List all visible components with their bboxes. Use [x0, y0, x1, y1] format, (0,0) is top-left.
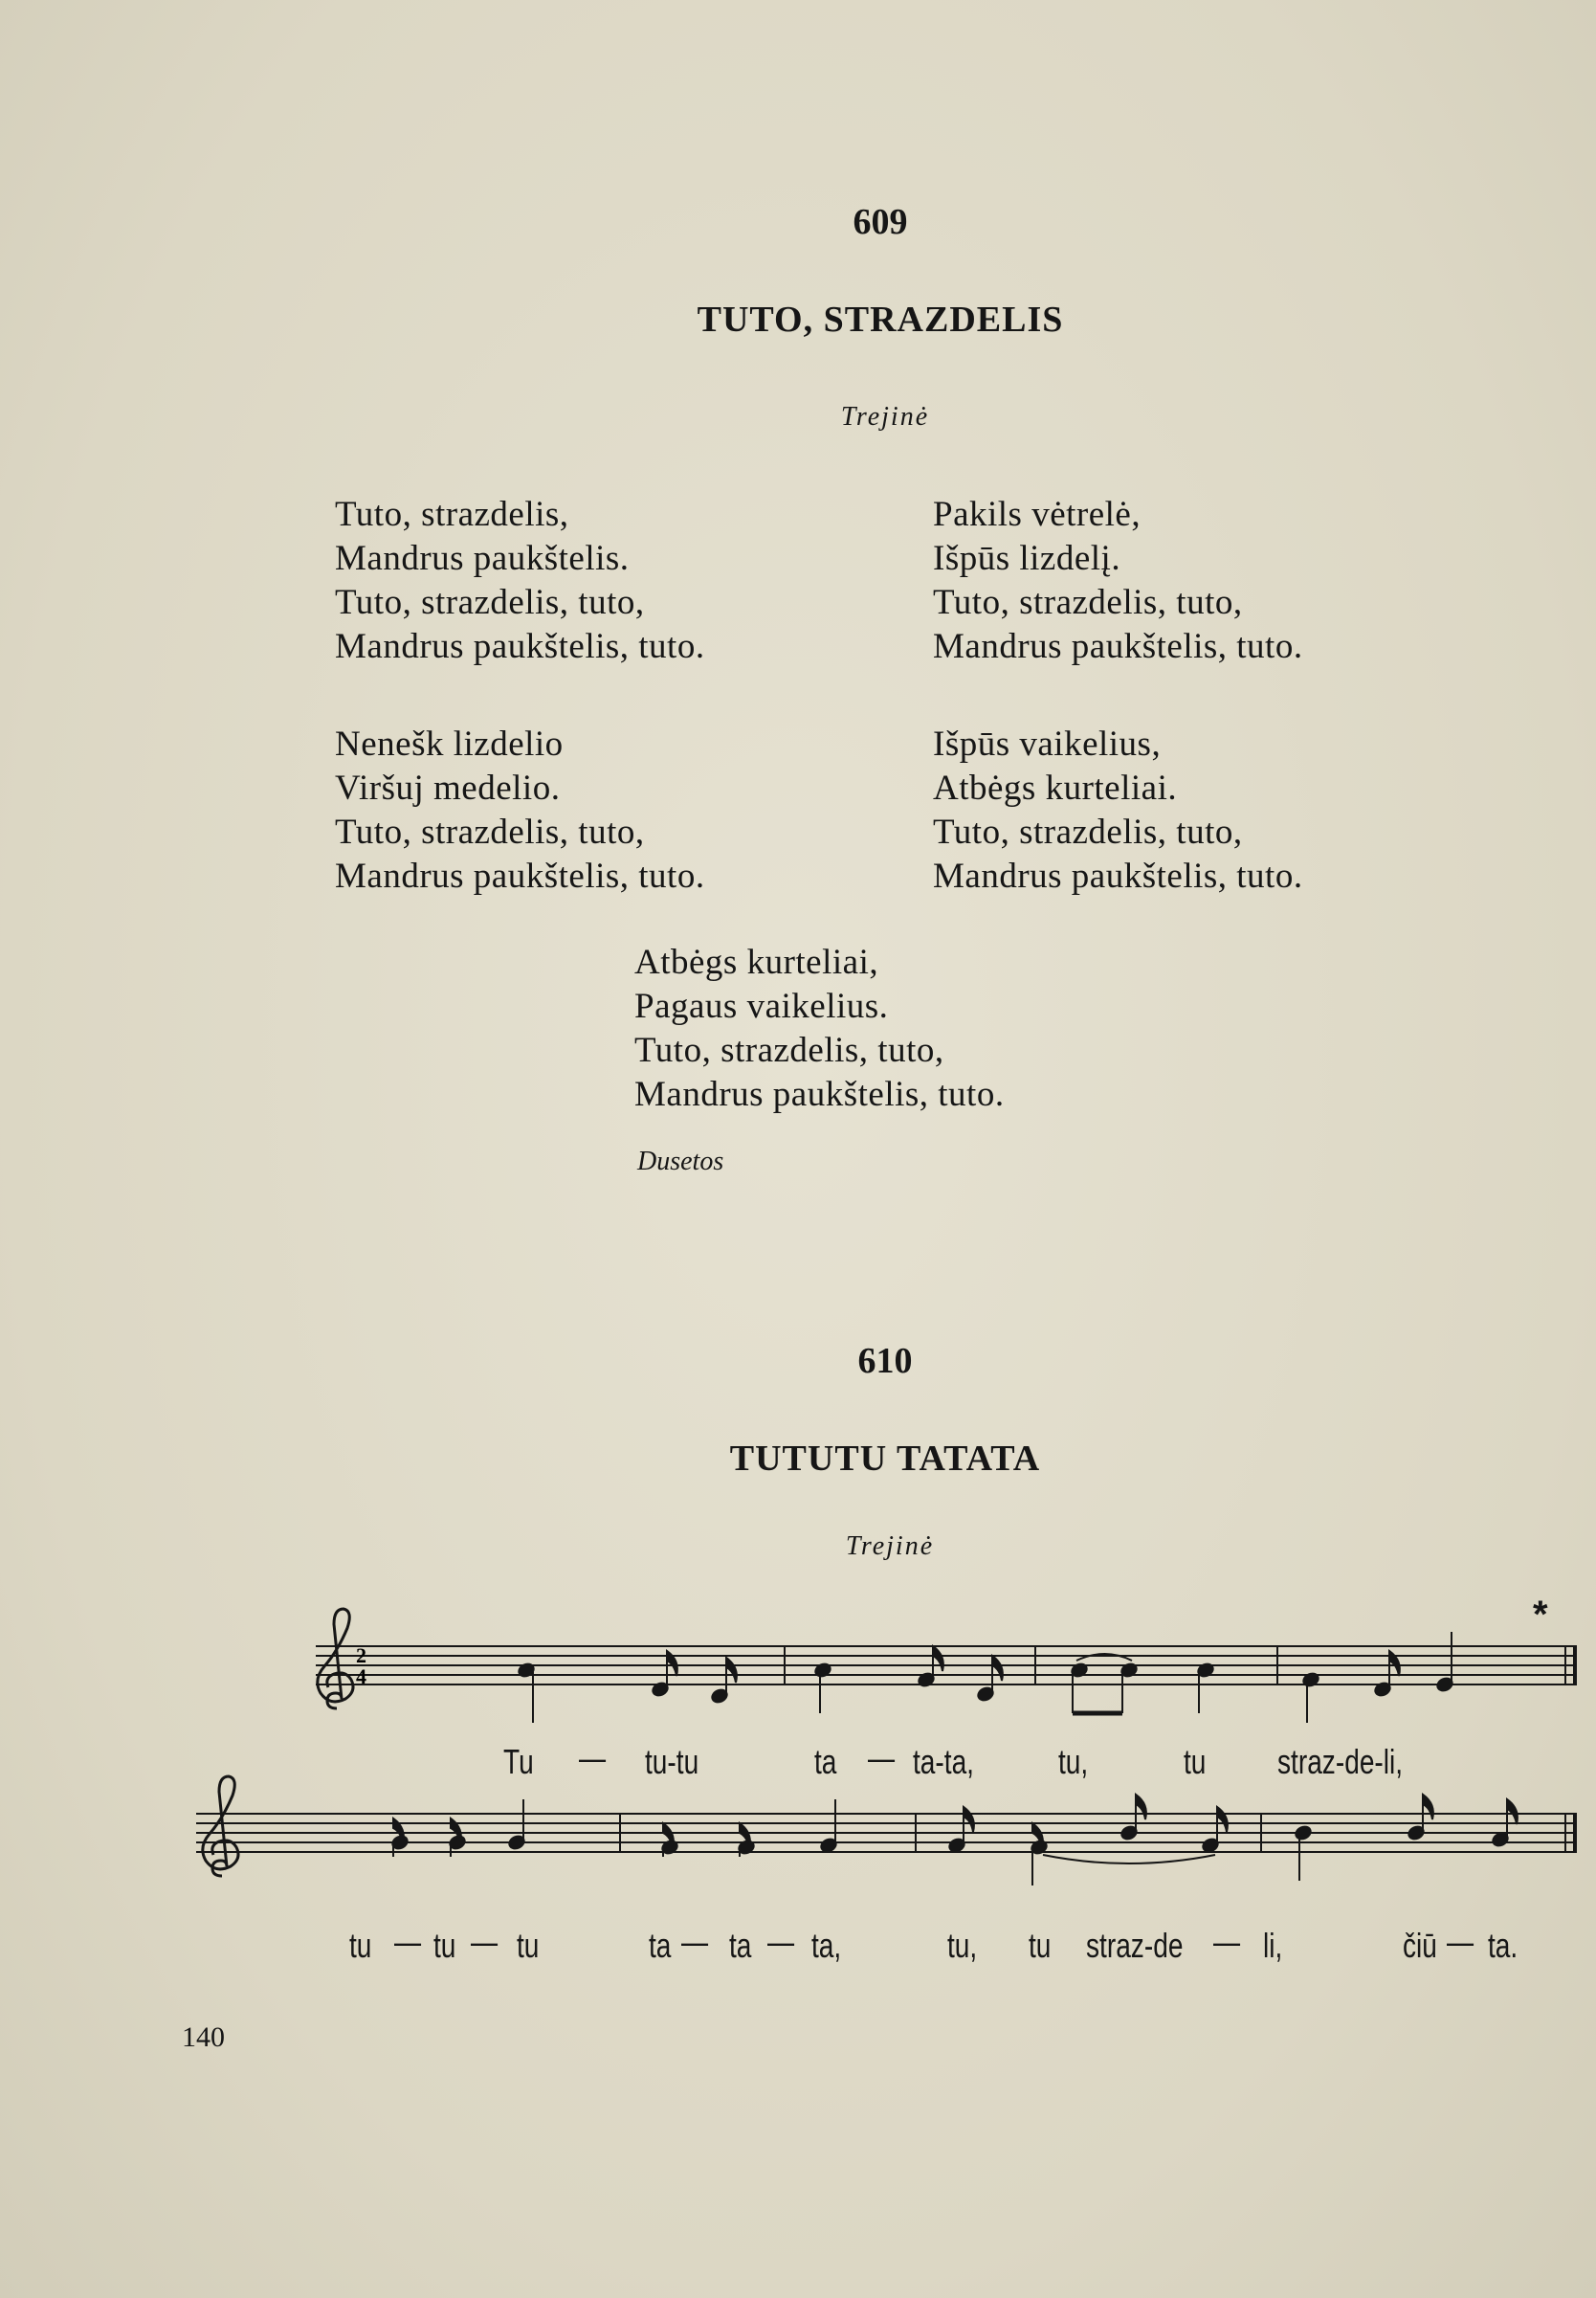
- verse-line: Mandrus paukštelis, tuto.: [634, 1075, 1005, 1114]
- verse-line: Tuto, strazdelis, tuto,: [634, 1031, 944, 1070]
- lyric-syllable: Tu: [503, 1742, 534, 1781]
- verse-line: Atbėgs kurteliai,: [634, 943, 879, 982]
- verse-line: Tuto, strazdelis,: [335, 495, 569, 534]
- lyric-syllable: straz-de-li,: [1277, 1742, 1404, 1781]
- song-609-place: Dusetos: [637, 1147, 724, 1176]
- verse-line: Tuto, strazdelis, tuto,: [335, 813, 645, 852]
- verse-line: Mandrus paukštelis.: [335, 539, 630, 578]
- lyric-dash: —: [1447, 1922, 1474, 1961]
- verse-line: Mandrus paukštelis, tuto.: [933, 857, 1303, 896]
- lyric-syllable: tu-tu: [645, 1742, 699, 1781]
- verse-line: Tuto, strazdelis, tuto,: [335, 583, 645, 622]
- lyric-syllable: tu,: [947, 1926, 978, 1965]
- verse-line: Pagaus vaikelius.: [634, 987, 889, 1026]
- song-609-number: 609: [853, 202, 908, 242]
- lyric-syllable: ta: [729, 1926, 752, 1965]
- lyric-syllable: čiū: [1403, 1926, 1437, 1965]
- verse-line: Mandrus paukštelis, tuto.: [335, 627, 705, 666]
- lyric-dash: —: [394, 1922, 422, 1961]
- song-610-subtitle: Trejinė: [845, 1531, 935, 1561]
- lyric-syllable: ta,: [811, 1926, 842, 1965]
- song-610-title: TUTUTU TATATA: [729, 1439, 1041, 1479]
- lyric-syllable: ta: [649, 1926, 672, 1965]
- verse-line: Mandrus paukštelis, tuto.: [335, 857, 705, 896]
- lyric-syllable: tu: [1029, 1926, 1052, 1965]
- song-609-title: TUTO, STRAZDELIS: [697, 300, 1064, 340]
- verse-line: Mandrus paukštelis, tuto.: [933, 627, 1303, 666]
- lyric-dash: —: [868, 1738, 896, 1777]
- verse-line: Išpūs vaikelius,: [933, 725, 1162, 764]
- lyric-dash: —: [579, 1738, 607, 1777]
- lyric-syllable: ta-ta,: [913, 1742, 974, 1781]
- treble-clef-2: [203, 1776, 238, 1876]
- notes-staff-2: [390, 1795, 1518, 1885]
- lyric-dash: —: [471, 1922, 499, 1961]
- treble-clef: [318, 1609, 353, 1708]
- verse-line: Išpūs lizdelį.: [933, 539, 1121, 578]
- song-609-subtitle: Trejinė: [840, 402, 930, 432]
- lyric-syllable: tu: [517, 1926, 540, 1965]
- lyric-syllable: tu,: [1058, 1742, 1089, 1781]
- lyric-syllable: li,: [1263, 1926, 1283, 1965]
- verse-line: Tuto, strazdelis, tuto,: [933, 583, 1243, 622]
- lyric-dash: —: [681, 1922, 709, 1961]
- time-sig-top: 2: [356, 1643, 366, 1667]
- time-sig-bottom: 4: [356, 1664, 366, 1688]
- verse-line: Atbėgs kurteliai.: [933, 769, 1178, 808]
- page-number: 140: [182, 2021, 225, 2053]
- asterisk-mark: *: [1533, 1594, 1548, 1636]
- song-610-number: 610: [857, 1341, 913, 1381]
- lyric-syllable: tu: [349, 1926, 372, 1965]
- lyric-syllable: ta: [814, 1742, 837, 1781]
- verse-line: Viršuj medelio.: [335, 769, 561, 808]
- lyric-syllable: tu: [433, 1926, 456, 1965]
- verse-line: Pakils vėtrelė,: [933, 495, 1142, 534]
- lyric-dash: —: [1213, 1922, 1241, 1961]
- lyric-syllable: straz-de: [1086, 1926, 1184, 1965]
- staff-system-1: [316, 1646, 1577, 1684]
- lyric-syllable: tu: [1184, 1742, 1207, 1781]
- verse-line: Nenešk lizdelio: [335, 725, 564, 764]
- lyric-syllable: ta.: [1488, 1926, 1518, 1965]
- lyric-dash: —: [767, 1922, 795, 1961]
- verse-line: Tuto, strazdelis, tuto,: [933, 813, 1243, 852]
